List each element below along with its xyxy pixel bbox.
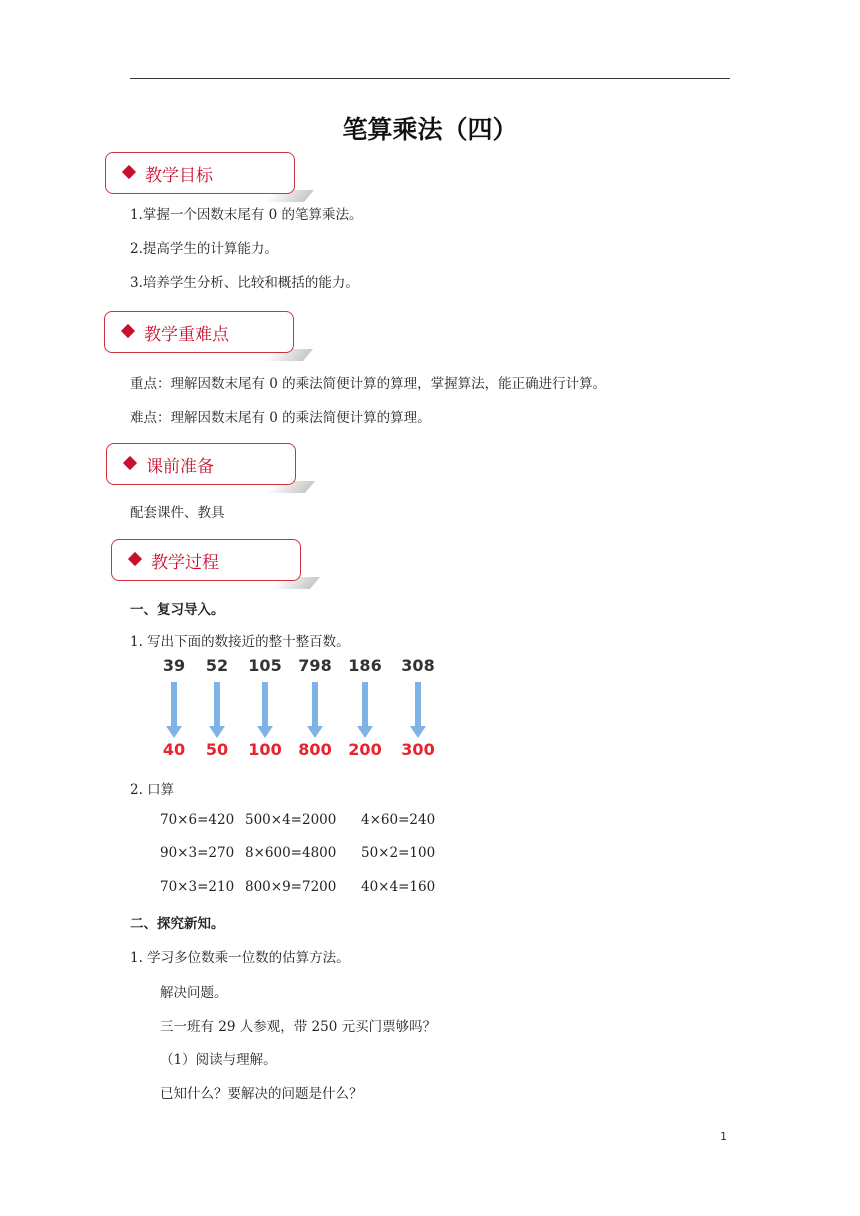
rounding-to: 200 <box>348 740 382 759</box>
section-header-goals <box>105 152 295 194</box>
part1-heading: 一、复习导入。 <box>130 602 225 618</box>
goal-item: 3.培养学生分析、比较和概括的能力。 <box>130 275 359 291</box>
section-header-process <box>111 539 301 581</box>
rounding-from: 52 <box>205 656 229 675</box>
rounding-from: 39 <box>162 656 186 675</box>
header-rule <box>130 78 730 79</box>
rounding-item <box>197 656 237 766</box>
part2-item1: 1. 学习多位数乘一位数的估算方法。 <box>130 950 350 966</box>
prep-text: 配套课件、教具 <box>130 505 225 521</box>
mental-calc: 4×60=240 <box>361 812 436 828</box>
page-number: 1 <box>720 1130 727 1143</box>
section-header-prep <box>106 443 296 485</box>
part1-item1: 1. 写出下面的数接近的整十整百数。 <box>130 634 350 650</box>
rounding-from: 186 <box>348 656 382 675</box>
rounding-item <box>295 656 335 766</box>
part1-item2: 2. 口算 <box>130 782 175 798</box>
goal-item: 1.掌握一个因数末尾有 0 的笔算乘法。 <box>130 207 363 223</box>
rounding-to: 800 <box>298 740 332 759</box>
rounding-to: 40 <box>162 740 186 759</box>
rounding-item <box>245 656 285 766</box>
down-arrow-icon <box>307 682 323 738</box>
goal-item: 2.提高学生的计算能力。 <box>130 241 278 257</box>
mental-calc: 40×4=160 <box>361 879 436 895</box>
rounding-to: 100 <box>248 740 282 759</box>
rounding-from: 308 <box>401 656 435 675</box>
down-arrow-icon <box>209 682 225 738</box>
rounding-to: 50 <box>205 740 229 759</box>
mental-calc: 70×6=420 <box>160 812 235 828</box>
rounding-item <box>154 656 194 766</box>
rounding-item <box>345 656 385 766</box>
rounding-arrows <box>160 656 444 766</box>
key-point: 重点：理解因数末尾有 0 的乘法简便计算的算理，掌握算法，能正确进行计算。 <box>130 376 607 392</box>
key-point: 难点：理解因数末尾有 0 的乘法简便计算的算理。 <box>130 410 431 426</box>
part2-line: 解决问题。 <box>160 985 228 1001</box>
page-title: 笔算乘法（四） <box>342 115 518 144</box>
rounding-from: 798 <box>298 656 332 675</box>
section-label: 课前准备 <box>146 457 214 477</box>
mental-calc: 800×9=7200 <box>245 879 337 895</box>
section-label: 教学目标 <box>145 166 213 186</box>
part2-line: 三一班有 29 人参观，带 250 元买门票够吗？ <box>160 1019 437 1035</box>
mental-calc: 500×4=2000 <box>245 812 337 828</box>
section-label: 教学重难点 <box>144 325 229 345</box>
mental-calc: 90×3=270 <box>160 845 235 861</box>
down-arrow-icon <box>357 682 373 738</box>
section-label: 教学过程 <box>151 553 219 573</box>
down-arrow-icon <box>410 682 426 738</box>
mental-calc: 8×600=4800 <box>245 845 337 861</box>
down-arrow-icon <box>257 682 273 738</box>
down-arrow-icon <box>166 682 182 738</box>
rounding-from: 105 <box>248 656 282 675</box>
rounding-to: 300 <box>401 740 435 759</box>
mental-calc: 70×3=210 <box>160 879 235 895</box>
part2-heading: 二、探究新知。 <box>130 916 225 932</box>
part2-line: （1）阅读与理解。 <box>160 1052 277 1068</box>
rounding-item <box>398 656 438 766</box>
mental-calc: 50×2=100 <box>361 845 436 861</box>
part2-line: 已知什么？要解决的问题是什么？ <box>160 1086 363 1102</box>
section-header-key-points <box>104 311 294 353</box>
